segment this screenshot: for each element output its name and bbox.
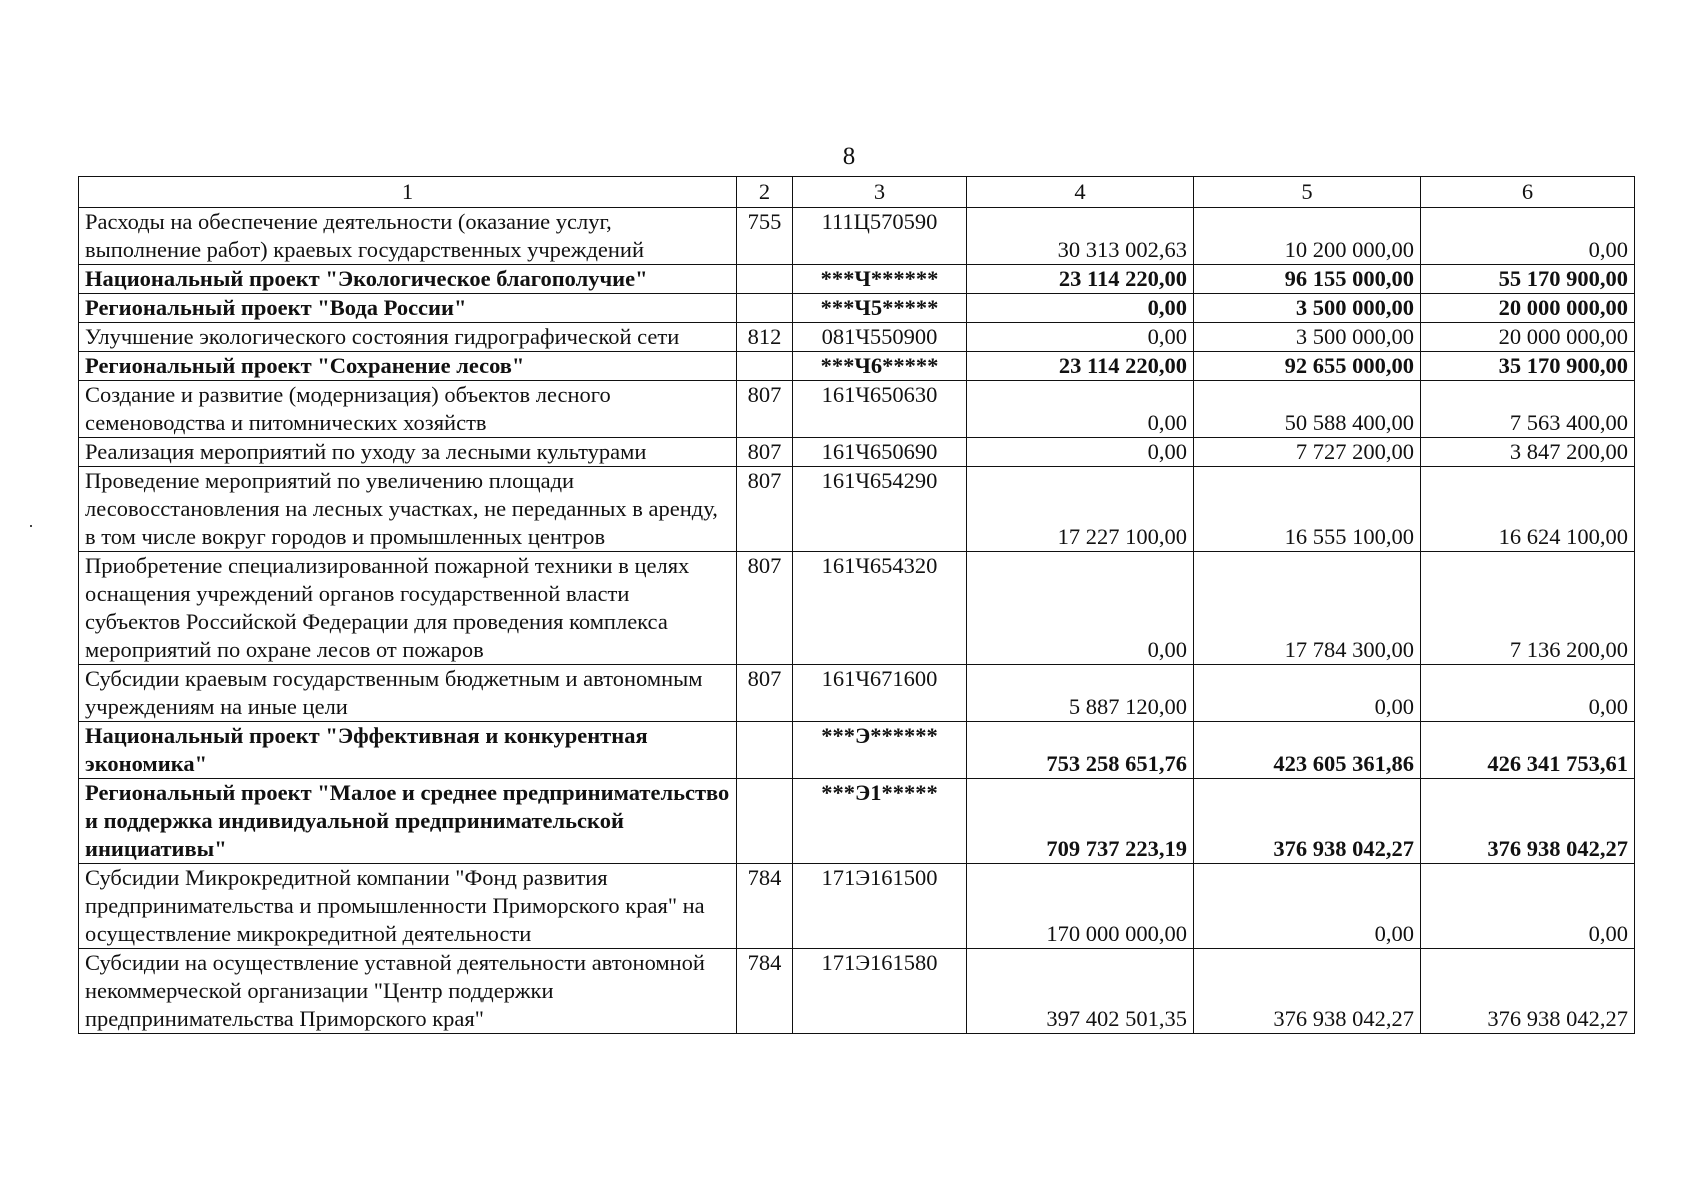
- row-value-col5: 16 555 100,00: [1194, 467, 1421, 552]
- table-row: [79, 438, 1635, 467]
- column-header-4: 4: [967, 177, 1194, 208]
- row-value-col5: 7 727 200,00: [1194, 438, 1421, 467]
- row-code: [737, 265, 793, 294]
- column-header-5: 5: [1194, 177, 1421, 208]
- project-row: [79, 722, 1635, 779]
- row-value-col6: 20 000 000,00: [1421, 294, 1635, 323]
- row-code: 807: [737, 467, 793, 552]
- row-value-col4: 0,00: [967, 552, 1194, 665]
- row-name: Создание и развитие (модернизация) объектов лесного семеноводства и питомнических хозяйств: [79, 381, 737, 438]
- row-code: 784: [737, 864, 793, 949]
- row-name: Расходы на обеспечение деятельности (оказание услуг, выполнение работ) краевых государственных учреждений: [79, 208, 737, 265]
- row-value-col5: 17 784 300,00: [1194, 552, 1421, 665]
- row-value-col4: 17 227 100,00: [967, 467, 1194, 552]
- row-csr: ***Ч5*****: [793, 294, 967, 323]
- scan-mark: [30, 525, 32, 527]
- row-value-col6: 3 847 200,00: [1421, 438, 1635, 467]
- column-header-3: 3: [793, 177, 967, 208]
- row-csr: 171Э161500: [793, 864, 967, 949]
- row-csr: ***Э1*****: [793, 779, 967, 864]
- row-code: [737, 779, 793, 864]
- row-code: [737, 722, 793, 779]
- row-code: 807: [737, 381, 793, 438]
- row-value-col6: 55 170 900,00: [1421, 265, 1635, 294]
- row-name: Улучшение экологического состояния гидрографической сети: [79, 323, 737, 352]
- row-value-col6: 426 341 753,61: [1421, 722, 1635, 779]
- row-code: 807: [737, 438, 793, 467]
- row-value-col4: 30 313 002,63: [967, 208, 1194, 265]
- row-name: Субсидии краевым государственным бюджетным и автономным учреждениям на иные цели: [79, 665, 737, 722]
- row-csr: 161Ч650630: [793, 381, 967, 438]
- row-value-col4: 0,00: [967, 294, 1194, 323]
- row-value-col4: 23 114 220,00: [967, 352, 1194, 381]
- row-value-col4: 397 402 501,35: [967, 949, 1194, 1034]
- column-header-1: 1: [79, 177, 737, 208]
- table-row: [79, 552, 1635, 665]
- budget-table-body: [79, 177, 1635, 1034]
- row-value-col6: 0,00: [1421, 864, 1635, 949]
- row-value-col6: 0,00: [1421, 665, 1635, 722]
- row-csr: 111Ц570590: [793, 208, 967, 265]
- project-row: [79, 265, 1635, 294]
- row-code: 807: [737, 665, 793, 722]
- row-csr: 161Ч654320: [793, 552, 967, 665]
- row-code: 812: [737, 323, 793, 352]
- row-value-col5: 10 200 000,00: [1194, 208, 1421, 265]
- table-row: [79, 208, 1635, 265]
- table-row: [79, 864, 1635, 949]
- row-value-col6: 7 563 400,00: [1421, 381, 1635, 438]
- row-csr: 171Э161580: [793, 949, 967, 1034]
- row-name: Национальный проект "Эффективная и конкурентная экономика": [79, 722, 737, 779]
- row-code: [737, 294, 793, 323]
- row-code: 807: [737, 552, 793, 665]
- row-value-col5: 376 938 042,27: [1194, 949, 1421, 1034]
- budget-table: [78, 176, 1635, 1034]
- table-header-row: [79, 177, 1635, 208]
- row-name: Региональный проект "Вода России": [79, 294, 737, 323]
- table-row: [79, 949, 1635, 1034]
- row-value-col4: 0,00: [967, 323, 1194, 352]
- row-value-col4: 0,00: [967, 438, 1194, 467]
- row-name: Национальный проект "Экологическое благополучие": [79, 265, 737, 294]
- row-value-col6: 376 938 042,27: [1421, 779, 1635, 864]
- column-header-6: 6: [1421, 177, 1635, 208]
- row-code: 784: [737, 949, 793, 1034]
- row-value-col5: 376 938 042,27: [1194, 779, 1421, 864]
- table-row: [79, 381, 1635, 438]
- row-name: Субсидии на осуществление уставной деятельности автономной некоммерческой организации "Центр поддержки предпринимательства Приморского края": [79, 949, 737, 1034]
- table-row: [79, 323, 1635, 352]
- row-value-col4: 23 114 220,00: [967, 265, 1194, 294]
- row-value-col5: 0,00: [1194, 864, 1421, 949]
- page-number: 8: [842, 143, 856, 170]
- row-value-col4: 0,00: [967, 381, 1194, 438]
- table-row: [79, 665, 1635, 722]
- row-value-col5: 3 500 000,00: [1194, 294, 1421, 323]
- row-value-col5: 92 655 000,00: [1194, 352, 1421, 381]
- row-csr: ***Ч******: [793, 265, 967, 294]
- row-name: Реализация мероприятий по уходу за лесными культурами: [79, 438, 737, 467]
- row-value-col5: 0,00: [1194, 665, 1421, 722]
- row-csr: 161Ч671600: [793, 665, 967, 722]
- row-code: 755: [737, 208, 793, 265]
- row-value-col6: 16 624 100,00: [1421, 467, 1635, 552]
- row-csr: 081Ч550900: [793, 323, 967, 352]
- row-name: Региональный проект "Малое и среднее предпринимательство и поддержка индивидуальной предпринимательской инициативы": [79, 779, 737, 864]
- row-csr: ***Ч6*****: [793, 352, 967, 381]
- table-row: [79, 467, 1635, 552]
- row-value-col5: 50 588 400,00: [1194, 381, 1421, 438]
- row-csr: 161Ч650690: [793, 438, 967, 467]
- row-value-col5: 96 155 000,00: [1194, 265, 1421, 294]
- row-value-col6: 376 938 042,27: [1421, 949, 1635, 1034]
- row-name: Проведение мероприятий по увеличению площади лесовосстановления на лесных участках, не переданных в аренду, в том числе вокруг городов и промышленных центров: [79, 467, 737, 552]
- row-value-col5: 423 605 361,86: [1194, 722, 1421, 779]
- row-code: [737, 352, 793, 381]
- project-row: [79, 352, 1635, 381]
- row-csr: ***Э******: [793, 722, 967, 779]
- row-csr: 161Ч654290: [793, 467, 967, 552]
- row-value-col6: 35 170 900,00: [1421, 352, 1635, 381]
- project-row: [79, 294, 1635, 323]
- row-value-col5: 3 500 000,00: [1194, 323, 1421, 352]
- row-value-col4: 170 000 000,00: [967, 864, 1194, 949]
- row-value-col6: 20 000 000,00: [1421, 323, 1635, 352]
- row-value-col4: 5 887 120,00: [967, 665, 1194, 722]
- row-value-col4: 709 737 223,19: [967, 779, 1194, 864]
- project-row: [79, 779, 1635, 864]
- row-name: Региональный проект "Сохранение лесов": [79, 352, 737, 381]
- row-name: Приобретение специализированной пожарной техники в целях оснащения учреждений органов государственной власти субъектов Российской Федерации для проведения комплекса мероприятий по охране лесов от пожаров: [79, 552, 737, 665]
- row-value-col4: 753 258 651,76: [967, 722, 1194, 779]
- row-value-col6: 0,00: [1421, 208, 1635, 265]
- column-header-2: 2: [737, 177, 793, 208]
- row-value-col6: 7 136 200,00: [1421, 552, 1635, 665]
- row-name: Субсидии Микрокредитной компании "Фонд развития предпринимательства и промышленности Приморского края" на осуществление микрокредитной деятельности: [79, 864, 737, 949]
